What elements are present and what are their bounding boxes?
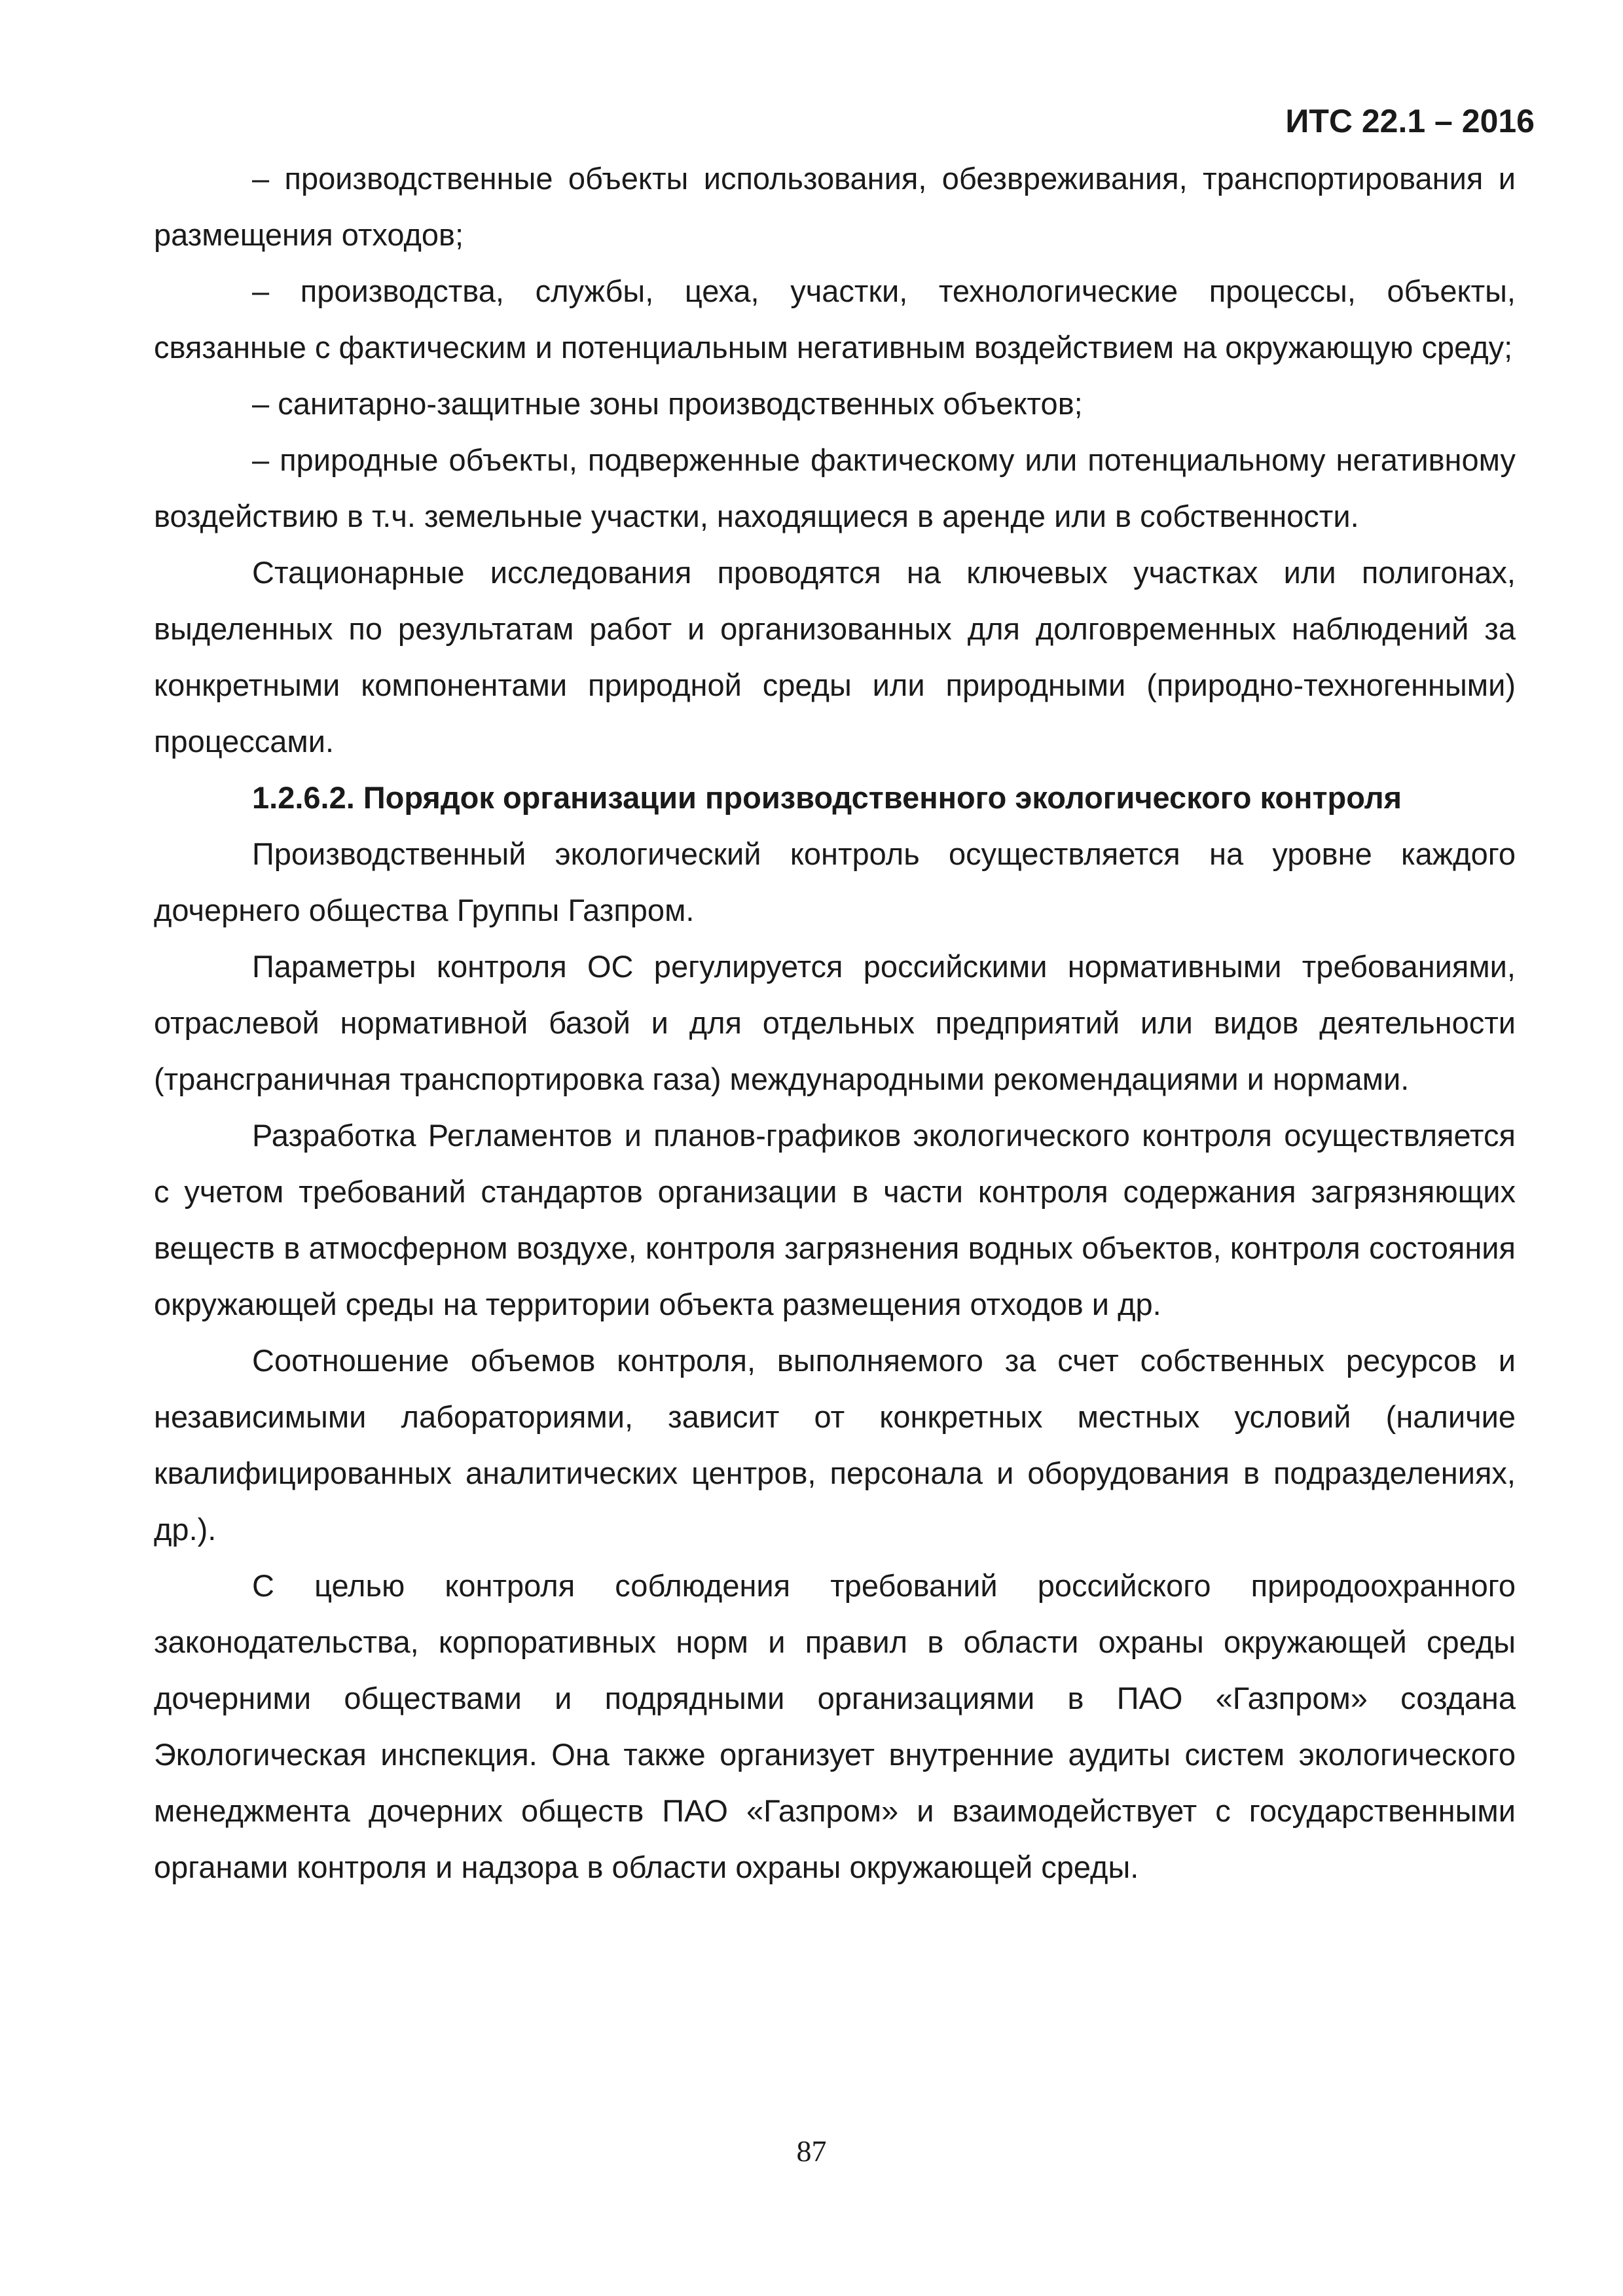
document-code-header: ИТС 22.1 – 2016 — [1285, 103, 1535, 139]
paragraph: Разработка Регламентов и планов-графиков экологического контроля осуществляется с учетом требований стандартов организации в части контроля содержания загрязняющих веществ в атмосферном воздухе, контроля загрязнения водных объектов, контроля состояния окружающей среды на территории объекта размещения отходов и др. — [154, 1118, 1516, 1321]
paragraph: Стационарные исследования проводятся на ключевых участках или полигонах, выделенных по результатам работ и организованных для долговременных наблюдений за конкретными компонентами природной среды или природными (природно-техногенными) процессами. — [154, 555, 1516, 759]
bullet-item: – производственные объекты использования, обезвреживания, транспортирования и размещения отходов; — [154, 161, 1516, 252]
page-number: 87 — [796, 2134, 827, 2168]
paragraph: Соотношение объемов контроля, выполняемого за счет собственных ресурсов и независимыми лабораториями, зависит от конкретных местных условий (наличие квалифицированных аналитических центров, персонала и оборудования в подразделениях, др.). — [154, 1343, 1516, 1547]
bullet-item: – природные объекты, подверженные фактическому или потенциальному негативному воздействию в т.ч. земельные участки, находящиеся в аренде или в собственности. — [154, 442, 1516, 533]
paragraph: С целью контроля соблюдения требований российского природоохранного законодательства, корпоративных норм и правил в области охраны окружающей среды дочерними обществами и подрядными организациями в ПАО «Газпром» создана Экологическая инспекция. Она также организует внутренние аудиты систем экологического менеджмента дочерних обществ ПАО «Газпром» и взаимодействует с государственными органами контроля и надзора в области охраны окружающей среды. — [154, 1568, 1516, 1884]
paragraph: Производственный экологический контроль осуществляется на уровне каждого дочернего общества Группы Газпром. — [154, 836, 1516, 927]
bullet-item: – санитарно-защитные зоны производственных объектов; — [252, 386, 1083, 421]
bullet-item: – производства, службы, цеха, участки, технологические процессы, объекты, связанные с фактическим и потенциальным негативным воздействием на окружающую среду; — [154, 274, 1516, 365]
section-heading: 1.2.6.2. Порядок организации производственного экологического контроля — [252, 780, 1402, 815]
paragraph: Параметры контроля ОС регулируется российскими нормативными требованиями, отраслевой нормативной базой и для отдельных предприятий или видов деятельности (трансграничная транспортировка газа) международными рекомендациями и нормами. — [154, 949, 1516, 1096]
document-body — [154, 151, 1516, 1895]
